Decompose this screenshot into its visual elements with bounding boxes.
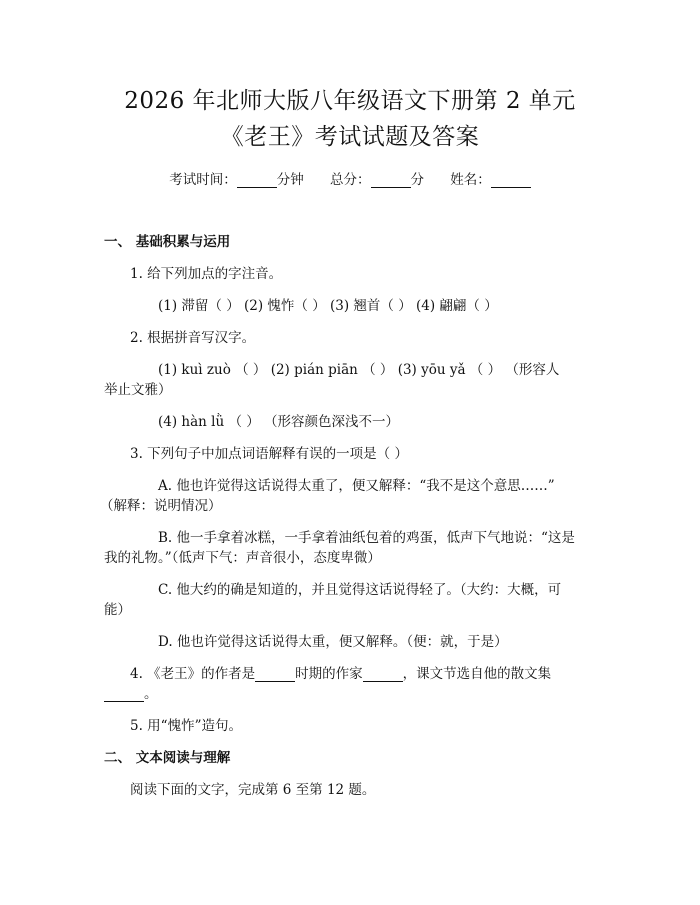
q2-line1-cont: 举止文雅）: [104, 382, 172, 398]
q4-blank-author: [363, 667, 403, 682]
time-blank: [237, 173, 277, 188]
q3-option-c: C. 他大约的确是知道的，并且觉得这话说得轻了。（大约：大概，可: [158, 582, 562, 598]
page-title-line1: 2026 年北师大版八年级语文下册第 2 单元: [124, 88, 576, 114]
q5-stem: 5. 用“愧怍”造句。: [130, 718, 242, 734]
q2-line1: (1) kuì zuò （ ） (2) pián piān （ ） (3) yōu yǎ （ ） （形容人: [158, 362, 560, 378]
q1-stem: 1. 给下列加点的字注音。: [130, 266, 283, 282]
section-2-title: 二、 文本阅读与理解: [104, 750, 231, 766]
q4-line-cont: 。: [104, 682, 158, 702]
exam-time: 考试时间： 分钟: [169, 172, 304, 188]
q4-blank-collection: [104, 687, 144, 702]
q4-blank-era: [255, 667, 295, 682]
name-blank: [491, 173, 531, 188]
exam-score: 总分： 分: [330, 172, 424, 188]
exam-name: 姓名：: [450, 168, 531, 188]
q3-option-b-cont: 我的礼物。”（低声下气：声音很小，态度卑微）: [104, 550, 381, 566]
q3-option-a: A. 他也许觉得这话说得太重了，便又解释：“我不是这个意思……”: [158, 478, 555, 494]
q3-stem: 3. 下列句子中加点词语解释有误的一项是（ ）: [130, 446, 408, 462]
q2-line2: (4) hàn lǜ （ ） （形容颜色深浅不一）: [158, 414, 400, 430]
q3-option-a-cont: （解释：说明情况）: [100, 498, 222, 514]
page-title-line2: 《老王》考试试题及答案: [220, 124, 480, 150]
exam-info: [0, 168, 700, 188]
q3-option-c-cont: 能）: [104, 602, 131, 618]
reading-intro: 阅读下面的文字，完成第 6 至第 12 题。: [130, 782, 376, 798]
q3-option-b: B. 他一手拿着冰糕，一手拿着油纸包着的鸡蛋，低声下气地说：“这是: [158, 530, 575, 546]
q3-option-d: D. 他也许觉得这话说得太重，便又解释。（便：就，于是）: [158, 634, 508, 650]
score-blank: [371, 173, 411, 188]
section-1-title: 一、 基础积累与运用: [104, 234, 231, 250]
q1-options: (1) 滞留（ ） (2) 愧怍（ ） (3) 翘首（ ） (4) 翩翩（ ）: [158, 298, 498, 314]
q2-stem: 2. 根据拼音写汉字。: [130, 330, 256, 346]
q4-line: 4. 《老王》的作者是 时期的作家 ，课文节选自他的散文集: [130, 666, 552, 682]
